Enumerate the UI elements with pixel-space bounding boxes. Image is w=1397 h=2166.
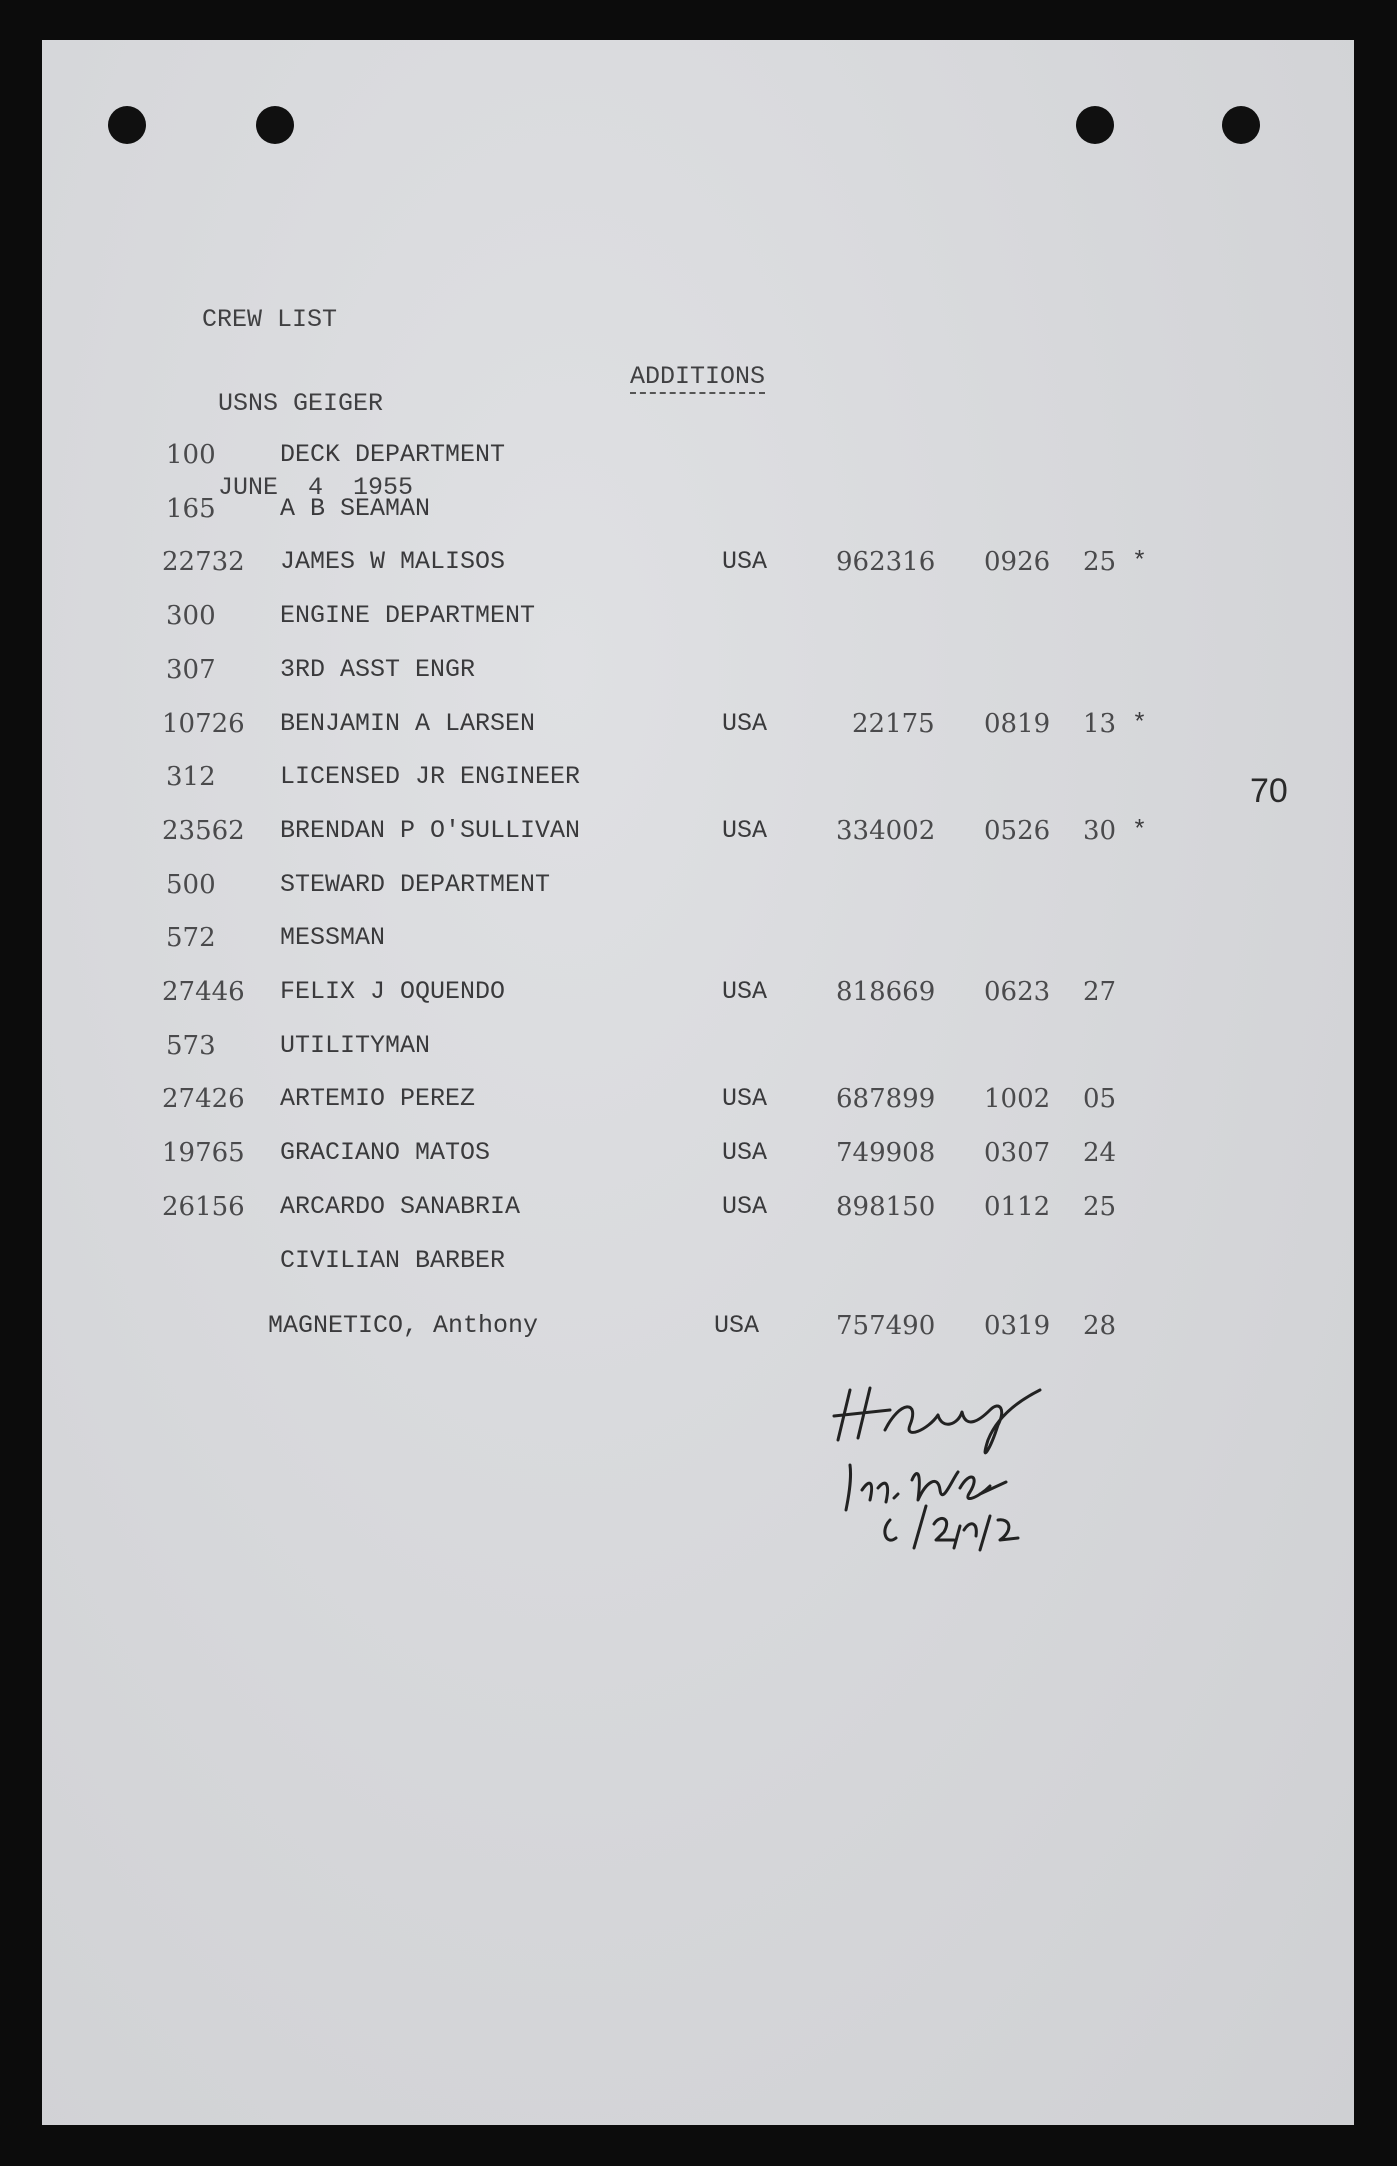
row-code: 19765 [162,1138,245,1169]
row-age: 25 [1083,547,1117,578]
crew-list-row [0,494,1397,524]
row-code: 307 [166,654,216,685]
row-age: 05 [1083,1084,1117,1115]
row-age: 24 [1083,1138,1117,1169]
header-line-2: USNS GEIGER [218,389,384,418]
row-date: 0926 [984,547,1051,578]
row-name: BRENDAN P O'SULLIVAN [280,815,581,845]
row-code: 165 [166,493,216,524]
punch-hole-2 [256,106,294,144]
row-document-number: 334002 [836,815,936,846]
row-document-number: 818669 [836,977,936,1007]
row-age: 27 [1083,977,1117,1007]
row-name: STEWARD DEPARTMENT [280,869,551,899]
row-name: JAMES W MALISOS [280,547,506,577]
row-name: MESSMAN [280,923,386,953]
row-asterisk: * [1132,547,1148,577]
row-code: 22732 [162,547,245,578]
row-date: 1002 [984,1084,1051,1115]
row-nationality: USA [714,1311,760,1341]
row-age: 30 [1083,815,1117,846]
crew-list-row [0,440,1397,470]
row-name: ARTEMIO PEREZ [280,1084,476,1114]
handwritten-signature [830,1370,1090,1560]
row-document-number: 962316 [836,547,936,578]
punch-hole-3 [1076,106,1114,144]
row-code: 100 [166,440,216,470]
row-name: GRACIANO MATOS [280,1138,491,1168]
row-code: 27426 [162,1084,245,1115]
row-nationality: USA [722,1084,768,1114]
row-name: ENGINE DEPARTMENT [280,601,536,631]
section-title: ADDITIONS [630,362,765,394]
punch-hole-4 [1222,106,1260,144]
row-nationality: USA [722,815,768,845]
row-code: 27446 [162,977,245,1007]
row-name: FELIX J OQUENDO [280,977,506,1006]
row-name: 3RD ASST ENGR [280,654,476,684]
crew-list-row [0,601,1397,631]
row-name: UTILITYMAN [280,1030,431,1060]
crew-list-row [0,709,1397,739]
crew-list-row [0,977,1397,1007]
row-date: 0112 [984,1191,1051,1222]
row-date: 0623 [984,977,1051,1007]
row-date: 0819 [984,708,1051,739]
row-code: 572 [166,923,216,954]
row-asterisk: * [1132,815,1148,845]
row-name: ARCARDO SANABRIA [280,1191,521,1221]
crew-list-row [0,1246,1397,1276]
row-document-number: 757490 [836,1311,936,1342]
row-code: 23562 [162,815,245,846]
crew-list-row [0,816,1397,846]
row-document-number: 22175 [852,708,935,739]
header-line-1: CREW LIST [202,305,338,334]
row-code: 573 [166,1030,216,1061]
row-document-number: 687899 [836,1084,936,1115]
row-code: 312 [166,762,216,793]
row-code: 500 [166,869,216,900]
crew-list-row [0,1031,1397,1061]
row-code: 26156 [162,1191,245,1222]
row-document-number: 898150 [836,1191,936,1222]
row-date: 0307 [984,1138,1051,1169]
crew-list-row [0,655,1397,685]
row-nationality: USA [722,977,768,1006]
row-asterisk: * [1132,708,1148,738]
crew-list-row [0,547,1397,577]
row-nationality: USA [722,708,768,738]
row-nationality: USA [722,1191,768,1221]
crew-list-row [0,1138,1397,1168]
row-date: 0319 [984,1311,1051,1342]
crew-list-row [0,762,1397,792]
row-age: 25 [1083,1191,1117,1222]
row-name: LICENSED JR ENGINEER [280,762,581,792]
row-age: 13 [1083,708,1117,739]
row-nationality: USA [722,547,768,577]
crew-list-row [0,923,1397,953]
row-code: 10726 [162,708,245,739]
row-name: DECK DEPARTMENT [280,440,506,469]
crew-list-row [0,870,1397,900]
header-line-3: JUNE 4 1955 [218,473,414,502]
row-name: CIVILIAN BARBER [280,1245,506,1275]
crew-list-row [0,1084,1397,1114]
row-date: 0526 [984,815,1051,846]
row-code: 300 [166,601,216,632]
row-nationality: USA [722,1138,768,1168]
punch-hole-1 [108,106,146,144]
row-name: MAGNETICO, Anthony [268,1311,539,1341]
row-age: 28 [1083,1311,1117,1342]
page-number: 70 [1250,772,1288,810]
crew-list-row [0,1192,1397,1222]
document-header [202,250,413,530]
row-name: A B SEAMAN [280,493,431,523]
row-document-number: 749908 [836,1138,936,1169]
crew-list-row [0,1311,1397,1341]
row-name: BENJAMIN A LARSEN [280,708,536,738]
